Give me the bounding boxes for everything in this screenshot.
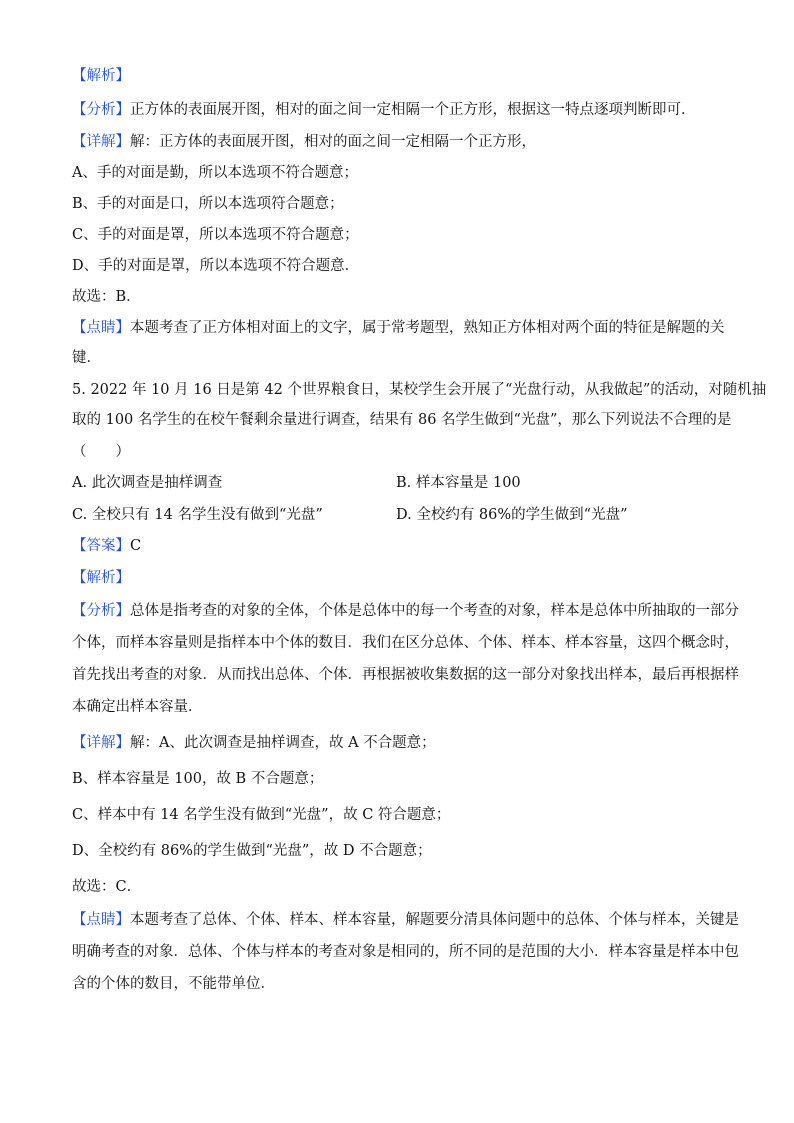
solution2-line-d: D、全校约有 86%的学生做到“光盘”，故 D 不合题意； [72, 843, 432, 859]
dianjing2-line-1: 本题考查了总体、个体、样本、样本容量，解题要分清具体问题中的总体、个体与样本，关键是 [130, 912, 739, 928]
solution-line-b: B、手的对面是口，所以本选项符合题意； [72, 196, 344, 212]
option-d: D. 全校约有 86%的学生做到“光盘” [396, 507, 628, 523]
dianjing-paragraph-2 [72, 910, 739, 930]
options-row-2 [72, 505, 724, 525]
answer-line-2: 故选：C． [72, 879, 142, 895]
solution2-line-c: C、样本中有 14 名学生没有做到“光盘”，故 C 符合题意； [72, 807, 451, 823]
xiangjie-text: 解：正方体的表面展开图，相对的面之间一定相隔一个正方形， [130, 134, 536, 150]
options-row-1 [72, 473, 724, 493]
fenxi-paragraph-2 [72, 601, 739, 621]
option-c: C. 全校只有 14 名学生没有做到“光盘” [72, 507, 323, 523]
answer-line: 故选：B． [72, 289, 141, 305]
option-b: B. 样本容量是 100 [396, 475, 521, 491]
xiangjie-label: 【详解】 [72, 134, 130, 150]
option-a: A. 此次调查是抽样调查 [72, 475, 223, 491]
question-5-line-1: 5. 2022 年 10 月 16 日是第 42 个世界粮食日，某校学生会开展了“光盘行动，从我做起”的活动，对随机抽 [72, 382, 767, 398]
dianjing-text-2: 键． [72, 350, 101, 366]
fenxi-line-4: 本确定出样本容量． [72, 699, 203, 715]
dianjing-label-2: 【点睛】 [72, 912, 130, 928]
fenxi-text: 正方体的表面展开图，相对的面之间一定相隔一个正方形，根据这一特点逐项判断即可． [130, 102, 696, 118]
fenxi-line-2: 个体，而样本容量则是指样本中个体的数目．我们在区分总体、个体、样本、样本容量，这四个概念时， [72, 635, 739, 651]
analysis-heading-2 [72, 568, 724, 588]
dianjing-text-1: 本题考查了正方体相对面上的文字，属于常考题型，熟知正方体相对两个面的特征是解题的关 [130, 320, 725, 336]
dianjing-paragraph [72, 318, 724, 338]
jiexi-label: 【解析】 [72, 68, 130, 84]
fenxi-line-1: 总体是指考查的对象的全体，个体是总体中的每一个考查的对象，样本是总体中所抽取的一部分 [130, 603, 739, 619]
solution-line-c: C、手的对面是罩，所以本选项不符合题意； [72, 227, 359, 243]
xiangjie-text-2: 解：A、此次调查是抽样调查，故 A 不合题意； [130, 735, 436, 751]
daan-label: 【答案】 [72, 538, 130, 554]
solution-line-d: D、手的对面是罩，所以本选项不符合题意． [72, 258, 360, 274]
dianjing2-line-2: 明确考查的对象．总体、个体与样本的考查对象是相同的，所不同的是范围的大小．样本容量是样本中包 [72, 944, 739, 960]
question-5-line-2: 取的 100 名学生的在校午餐剩余量进行调查，结果有 86 名学生做到“光盘”，那么下列说法不合理的是 [72, 412, 732, 428]
analysis-heading [72, 66, 724, 86]
xiangjie-paragraph [72, 132, 724, 152]
question-5-line-3: （ ） [72, 444, 130, 460]
jiexi-label-2: 【解析】 [72, 570, 130, 586]
dianjing2-line-3: 含的个体的数目，不能带单位． [72, 976, 275, 992]
xiangjie-label-2: 【详解】 [72, 735, 130, 751]
daan-text: C [130, 538, 142, 554]
daan-paragraph [72, 536, 724, 556]
solution2-line-b: B、样本容量是 100，故 B 不合题意； [72, 771, 324, 787]
solution-line-a: A、手的对面是勤，所以本选项不符合题意； [72, 165, 358, 181]
fenxi-label: 【分析】 [72, 102, 130, 118]
fenxi-label-2: 【分析】 [72, 603, 130, 619]
fenxi-paragraph [72, 100, 724, 120]
xiangjie-paragraph-2 [72, 733, 724, 753]
fenxi-line-3: 首先找出考查的对象．从而找出总体、个体．再根据被收集数据的这一部分对象找出样本，最后再根据样 [72, 667, 739, 683]
dianjing-label: 【点睛】 [72, 320, 130, 336]
